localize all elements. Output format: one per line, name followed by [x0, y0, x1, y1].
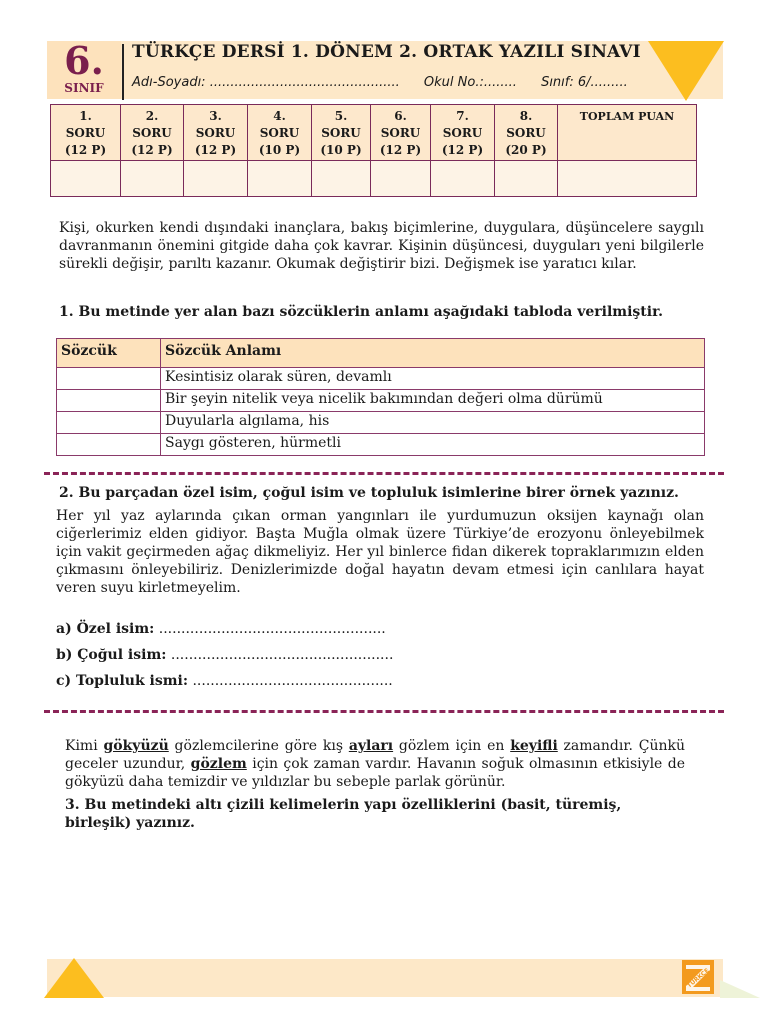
score-cell[interactable]	[371, 161, 431, 197]
underlined-word: gökyüzü	[103, 738, 169, 754]
score-cell[interactable]	[431, 161, 495, 197]
corner-triangle-decoration	[648, 41, 724, 101]
total-score-header: TOPLAM PUAN	[558, 105, 697, 161]
school-no-field[interactable]: Okul No.:........	[423, 75, 517, 90]
reading-passage-1: Kişi, okurken kendi dışındaki inançlara, bakış biçimlerine, duygulara, düşüncelere saygılı davranmanın önemini gitgide daha çok kavrar. Kişinin düşüncesi, duyguları yeni bilgilerle sürekli değişir, parıltı kazanır. Okumak değiştirir bizi. Değişmek ise yaratıcı kılar.	[59, 220, 704, 272]
score-col-header: 2. SORU (12 P)	[121, 105, 184, 161]
score-table	[50, 104, 697, 197]
score-cell[interactable]	[495, 161, 558, 197]
reading-passage-3: Kimi gökyüzü gözlemcilerine göre kış ayları gözlem için en keyifli zamandır. Çünkü geceler uzundur, gözlem için çok zaman vardır. Havanın soğuk olmasının etkisiyle de gökyüzü daha temizdir ve yıldızlar bu sebeple parlak görünür.	[65, 738, 685, 790]
score-cell[interactable]	[312, 161, 371, 197]
grade-number: 6.	[64, 38, 104, 83]
score-col-header: 3. SORU (12 P)	[184, 105, 248, 161]
exam-title: TÜRKÇE DERSİ 1. DÖNEM 2. ORTAK YAZILI SINAVI	[132, 42, 641, 62]
student-info-line	[132, 75, 648, 90]
table-row	[57, 390, 705, 412]
score-cell[interactable]	[248, 161, 312, 197]
answer-label: a) Özel isim:	[56, 621, 155, 637]
vocab-meaning-cell: Saygı gösteren, hürmetli	[161, 434, 705, 456]
table-row	[57, 434, 705, 456]
score-cell[interactable]	[51, 161, 121, 197]
vocab-meaning-cell: Bir şeyin nitelik veya nicelik bakımından değeri olma dürümü	[161, 390, 705, 412]
score-col-header: 8. SORU (20 P)	[495, 105, 558, 161]
vocab-meaning-cell: Duyularla algılama, his	[161, 412, 705, 434]
header-divider	[122, 44, 124, 100]
score-col-header: 6. SORU (12 P)	[371, 105, 431, 161]
score-col-header: 5. SORU (10 P)	[312, 105, 371, 161]
vocab-word-cell[interactable]	[57, 412, 161, 434]
table-row	[57, 412, 705, 434]
score-table-entry-row	[51, 161, 697, 197]
answer-blank[interactable]: ...................................................	[154, 621, 386, 637]
score-table-header-row	[51, 105, 697, 161]
answer-collective-noun[interactable]	[56, 672, 393, 690]
underlined-word: keyifli	[510, 738, 558, 754]
question-2: 2. Bu parçadan özel isim, çoğul isim ve topluluk isimlerine birer örnek yazınız.	[59, 485, 679, 501]
vocabulary-table	[56, 338, 705, 456]
question-3: 3. Bu metindeki altı çizili kelimelerin yapı özelliklerini (basit, türemiş, birleşik) yazınız.	[65, 797, 622, 831]
total-score-cell[interactable]	[558, 161, 697, 197]
vocab-word-cell[interactable]	[57, 368, 161, 390]
answer-blank[interactable]: ..................................................	[166, 647, 394, 663]
class-field[interactable]: Sınıf: 6/.........	[541, 75, 628, 90]
vocab-header-word: Sözcük	[57, 339, 161, 368]
turkce-logo-icon	[682, 960, 714, 994]
section-divider	[44, 472, 724, 475]
vocab-word-cell[interactable]	[57, 434, 161, 456]
section-divider	[44, 710, 724, 713]
table-row	[57, 368, 705, 390]
grade-label: SINIF	[64, 81, 104, 95]
vocab-meaning-cell: Kesintisiz olarak süren, devamlı	[161, 368, 705, 390]
answer-label: c) Topluluk ismi:	[56, 673, 189, 689]
grade-badge	[47, 38, 121, 99]
vocab-table-header	[57, 339, 705, 368]
score-cell[interactable]	[184, 161, 248, 197]
answer-blank[interactable]: .............................................	[188, 673, 393, 689]
score-col-header: 1. SORU (12 P)	[51, 105, 121, 161]
vocab-header-meaning: Sözcük Anlamı	[161, 339, 705, 368]
underlined-word: ayları	[348, 738, 394, 754]
answer-label: b) Çoğul isim:	[56, 647, 167, 663]
question-1: 1. Bu metinde yer alan bazı sözcüklerin anlamı aşağıdaki tabloda verilmiştir.	[59, 304, 664, 320]
answer-proper-noun[interactable]	[56, 620, 386, 638]
score-col-header: 7. SORU (12 P)	[431, 105, 495, 161]
footer-corner-decoration	[720, 980, 760, 998]
underlined-word: gözlem	[190, 756, 247, 772]
reading-passage-2: Her yıl yaz aylarında çıkan orman yangınları ile yurdumuzun oksijen kaynağı olan ciğerlerimiz elden gidiyor. Başta Muğla olmak üzere Türkiye’de erozyonu önleyebilmek için vakit geçirmeden ağaç dikmeliyiz. Her yıl binlerce fidan dikerek topraklarımızın elden çıkmasını önleyebiliriz. Denizlerimizde doğal hayatın devam etmesi için canlılara hayat veren suyu kirletmeyelim.	[56, 508, 704, 596]
footer-bar	[47, 959, 723, 997]
name-field[interactable]: Adı-Soyadı: ..............................................	[132, 75, 400, 90]
score-cell[interactable]	[121, 161, 184, 197]
footer-triangle-decoration	[44, 958, 104, 998]
score-col-header: 4. SORU (10 P)	[248, 105, 312, 161]
logo-text: TÜRKÇE	[685, 967, 711, 990]
answer-plural-noun[interactable]	[56, 646, 393, 664]
vocab-word-cell[interactable]	[57, 390, 161, 412]
